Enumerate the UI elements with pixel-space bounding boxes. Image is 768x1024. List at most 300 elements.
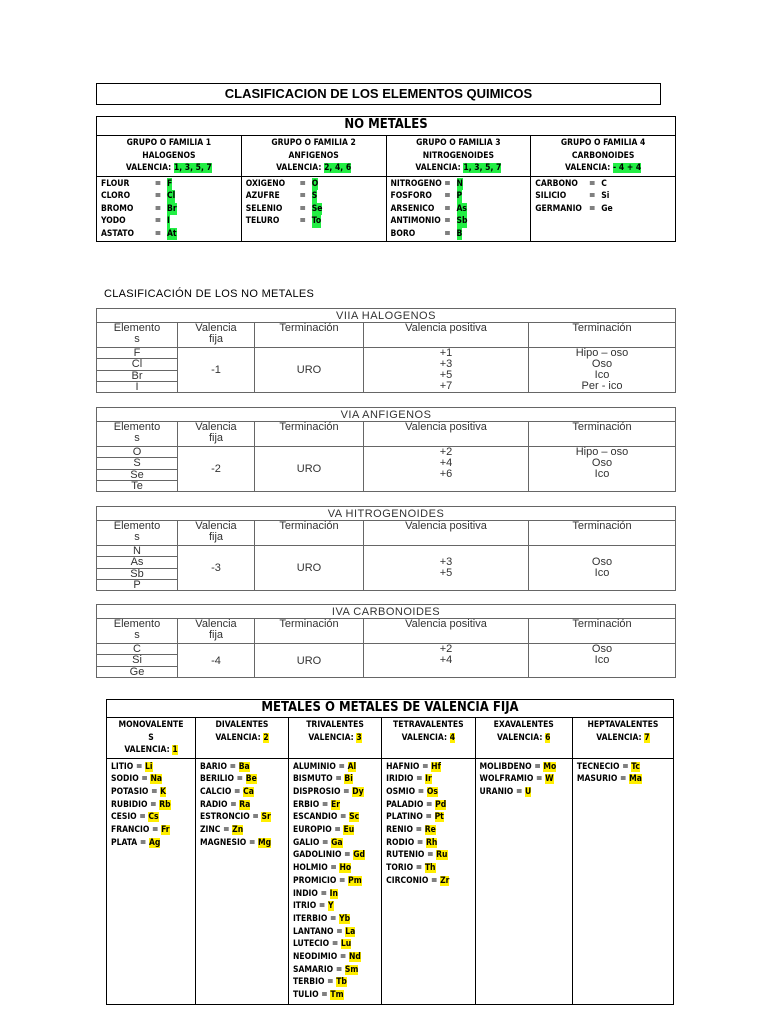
- col-label: s: [134, 333, 140, 345]
- element-name: FRANCIO: [111, 825, 150, 836]
- element-name: CIRCONIO: [386, 875, 429, 886]
- element-row: [200, 761, 284, 774]
- equals-sign: =: [337, 952, 349, 963]
- element-symbol: C: [601, 178, 607, 189]
- valence-table: [96, 407, 676, 492]
- valencia-positiva: +1: [439, 347, 453, 359]
- element-name: GERMANIO: [535, 203, 582, 214]
- metales-list-row: [107, 758, 674, 1004]
- equals-sign: =: [533, 774, 546, 785]
- element-symbol: Gd: [353, 850, 365, 861]
- element-name: INDIO: [292, 888, 318, 899]
- table-caption: IVA CARBONOIDES: [97, 605, 676, 619]
- element-symbol: S: [97, 458, 178, 469]
- element-symbol: B: [456, 228, 463, 239]
- equals-sign: =: [299, 203, 306, 214]
- element-list: [288, 758, 381, 1004]
- equals-sign: =: [444, 228, 451, 239]
- group-subtitle: S: [148, 732, 154, 743]
- element-symbol: Be: [245, 774, 257, 785]
- table-caption: VIIA HALOGENOS: [97, 309, 676, 323]
- element-row: [391, 228, 527, 241]
- equals-sign: =: [249, 812, 262, 823]
- element-symbol: Ir: [425, 774, 432, 785]
- element-row: [293, 964, 377, 977]
- element-name: IRIDIO: [386, 774, 414, 785]
- terminacion-item: Hipo – oso: [575, 347, 629, 359]
- subheading: CLASIFICACIÓN DE LOS NO METALES: [104, 288, 315, 300]
- equals-sign: =: [424, 850, 437, 861]
- group-header: [107, 718, 196, 759]
- col-label: Valencia: [195, 421, 237, 433]
- group-header: [475, 718, 572, 759]
- element-name: ESCANDIO: [292, 812, 338, 823]
- valencia-positiva: [364, 666, 528, 677]
- group-header: [196, 718, 289, 759]
- equals-sign: =: [444, 191, 451, 202]
- element-row: [97, 447, 676, 458]
- group-header: [241, 136, 386, 177]
- element-symbol: S: [311, 191, 318, 202]
- equals-sign: =: [617, 774, 630, 785]
- equals-sign: =: [444, 203, 451, 214]
- metales-table: [106, 699, 674, 1005]
- equals-sign: =: [589, 178, 596, 189]
- element-list: [97, 176, 242, 242]
- group-header: [288, 718, 381, 759]
- element-symbol: Mg: [258, 837, 272, 848]
- element-row: [293, 799, 377, 812]
- element-name: LUTECIO: [292, 939, 330, 950]
- element-name: ITERBIO: [292, 913, 328, 924]
- element-name: FOSFORO: [390, 191, 432, 202]
- equals-sign: =: [333, 964, 345, 975]
- equals-sign: =: [419, 761, 432, 772]
- col-valencia-fija: [178, 619, 255, 644]
- element-row: [386, 875, 470, 888]
- element-name: TERBIO: [292, 977, 325, 988]
- col-label: Elemento: [113, 520, 161, 532]
- valencia-fija: -2: [178, 447, 255, 492]
- element-symbol: K: [160, 786, 167, 797]
- element-row: [101, 215, 237, 228]
- valencia-fija: -3: [178, 546, 255, 591]
- group-valencia: [575, 732, 671, 745]
- header-row: [97, 521, 676, 546]
- element-list: [382, 758, 475, 1004]
- element-row: [535, 203, 671, 216]
- element-symbol: Si: [601, 191, 610, 202]
- element-symbol: F: [167, 178, 173, 189]
- valencias-positivas: [364, 348, 529, 393]
- valencia-positiva: +7: [439, 380, 453, 392]
- element-row: [200, 773, 284, 786]
- element-symbol: To: [311, 216, 322, 227]
- element-symbol: N: [456, 178, 463, 189]
- col-label: Valencia: [195, 520, 237, 532]
- equals-sign: =: [327, 913, 340, 924]
- element-name: PROMICIO: [292, 875, 337, 886]
- element-symbol: Sm: [344, 964, 359, 975]
- col-label: s: [134, 629, 140, 641]
- element-name: OSMIO: [386, 786, 416, 797]
- equals-sign: =: [227, 799, 240, 810]
- group-header: [386, 136, 531, 177]
- element-name: URANIO: [479, 786, 514, 797]
- element-symbol: Br: [167, 203, 177, 214]
- element-name: ITRIO: [292, 901, 317, 912]
- element-row: [111, 811, 191, 824]
- col-label: Elemento: [113, 322, 161, 334]
- element-name: WOLFRAMIO: [479, 774, 534, 785]
- element-symbol: In: [329, 888, 338, 899]
- element-name: SELENIO: [245, 203, 283, 214]
- element-row: [386, 862, 470, 875]
- element-row: [386, 786, 470, 799]
- element-row: [293, 773, 377, 786]
- element-symbol: Se: [97, 469, 178, 480]
- element-name: SODIO: [111, 774, 139, 785]
- valencia-positiva: +6: [439, 468, 453, 480]
- element-symbol: Tc: [631, 761, 640, 772]
- element-symbol: Pd: [435, 799, 447, 810]
- equals-sign: =: [137, 837, 149, 848]
- terminacion-item: Ico: [594, 654, 610, 666]
- element-symbol: Mo: [543, 761, 557, 772]
- equals-sign: =: [327, 863, 340, 874]
- group-title: GRUPO O FAMILIA 4: [560, 138, 646, 148]
- element-symbol: Rh: [425, 837, 438, 848]
- element-name: ASTATO: [101, 228, 134, 239]
- equals-sign: =: [413, 825, 425, 836]
- equals-sign: =: [423, 799, 436, 810]
- element-name: BORO: [390, 228, 416, 239]
- group-subtitle: NITROGENOIDES: [422, 150, 494, 161]
- element-symbol: Ra: [239, 799, 251, 810]
- equals-sign: =: [133, 761, 146, 772]
- valencia-positiva: +4: [439, 654, 453, 666]
- equals-sign: =: [444, 178, 451, 189]
- element-name: MOLIBDENO: [479, 761, 532, 772]
- terminacion: URO: [255, 348, 364, 393]
- group-valencia: [109, 744, 193, 757]
- equals-sign: =: [147, 799, 160, 810]
- valencia-positiva: [364, 579, 528, 590]
- element-row: [111, 761, 191, 774]
- col-valencia-fija: [178, 323, 255, 348]
- equals-sign: =: [299, 191, 306, 202]
- equals-sign: =: [589, 203, 596, 214]
- element-symbol: Th: [424, 863, 436, 874]
- no-metales-group-row: [97, 136, 676, 177]
- terminacion-item: [529, 666, 675, 677]
- group-title: EXAVALENTES: [493, 720, 554, 730]
- valence-table: [96, 604, 676, 678]
- equals-sign: =: [316, 901, 328, 912]
- valencia-positiva: +2: [439, 446, 453, 458]
- equals-sign: =: [413, 774, 426, 785]
- element-row: [111, 837, 191, 850]
- col-terminacion: Terminación: [255, 323, 364, 348]
- valencia-positiva: [364, 480, 528, 491]
- equals-sign: =: [619, 761, 632, 772]
- element-symbol: O: [97, 447, 178, 458]
- equals-sign: =: [246, 837, 259, 848]
- element-row: [246, 178, 382, 191]
- element-symbol: Fr: [161, 825, 170, 836]
- group-title: TRIVALENTES: [306, 720, 364, 730]
- valence-table: [96, 308, 676, 393]
- col-label: fija: [208, 333, 224, 345]
- equals-sign: =: [335, 761, 348, 772]
- element-name: TULIO: [292, 990, 319, 1001]
- equals-sign: =: [227, 761, 239, 772]
- col-label: Elemento: [113, 421, 161, 433]
- group-valencia: [478, 732, 570, 745]
- col-terminacion-2: Terminación: [529, 619, 676, 644]
- equals-sign: =: [136, 812, 149, 823]
- element-symbol: Eu: [343, 825, 355, 836]
- header-row: [97, 323, 676, 348]
- equals-sign: =: [329, 939, 341, 950]
- valencia-value: 1, 3, 5, 7: [463, 163, 502, 173]
- col-terminacion: Terminación: [255, 422, 364, 447]
- element-symbol: La: [345, 926, 356, 937]
- equals-sign: =: [341, 850, 354, 861]
- col-valencia-positiva: Valencia positiva: [364, 521, 529, 546]
- element-name: FLOUR: [101, 178, 130, 189]
- element-row: [391, 178, 527, 191]
- valencia-label: VALENCIA:: [401, 732, 448, 743]
- equals-sign: =: [531, 761, 544, 772]
- element-symbol: Re: [424, 825, 436, 836]
- element-row: [293, 900, 377, 913]
- element-row: [200, 811, 284, 824]
- element-row: [111, 824, 191, 837]
- terminacion-item: Oso: [591, 556, 613, 568]
- equals-sign: =: [154, 191, 162, 202]
- element-name: DISPROSIO: [292, 786, 341, 797]
- element-row: [97, 546, 676, 557]
- element-row: [293, 913, 377, 926]
- element-symbol: Sr: [261, 812, 271, 823]
- element-name: GALIO: [292, 837, 320, 848]
- valencia-value: 3: [356, 732, 362, 743]
- element-name: OXIGENO: [245, 178, 286, 189]
- element-name: MAGNESIO: [200, 837, 247, 848]
- no-metales-table: [96, 116, 676, 242]
- element-symbol: I: [97, 381, 178, 392]
- element-name: CALCIO: [200, 786, 232, 797]
- table-caption-row: [97, 309, 676, 323]
- element-symbol: Dy: [352, 786, 364, 797]
- group-valencia: VALENCIA: - 4 + 4: [565, 163, 642, 173]
- element-row: [386, 837, 470, 850]
- terminacion: URO: [255, 447, 364, 492]
- col-valencia-positiva: Valencia positiva: [364, 619, 529, 644]
- element-row: [246, 203, 382, 216]
- col-label: Elemento: [113, 618, 161, 630]
- valencia-positiva: +5: [439, 567, 453, 579]
- col-elementos: [97, 619, 178, 644]
- group-title: HEPTAVALENTES: [587, 720, 659, 730]
- element-name: BERILIO: [200, 774, 235, 785]
- element-name: ESTRONCIO: [200, 812, 250, 823]
- element-name: RENIO: [386, 825, 413, 836]
- equals-sign: =: [444, 216, 451, 227]
- element-symbol: Os: [426, 786, 438, 797]
- col-label: s: [134, 531, 140, 543]
- element-row: [101, 178, 237, 191]
- terminaciones: [529, 447, 676, 492]
- element-list: [107, 758, 196, 1004]
- equals-sign: =: [220, 825, 233, 836]
- equals-sign: =: [319, 799, 331, 810]
- element-name: PLATINO: [386, 812, 423, 823]
- equals-sign: =: [154, 216, 162, 227]
- element-symbol: Ma: [629, 774, 642, 785]
- element-symbol: Cs: [148, 812, 159, 823]
- terminacion-item: Ico: [594, 468, 610, 480]
- terminacion-item: Ico: [594, 369, 610, 381]
- element-name: NEODIMIO: [292, 952, 338, 963]
- element-symbol: F: [97, 348, 178, 359]
- group-valencia: VALENCIA: 1, 3, 5, 7: [415, 163, 502, 173]
- element-symbol: Y: [328, 901, 334, 912]
- metales-heading: METALES O METALES DE VALENCIA FIJA: [107, 700, 674, 718]
- element-row: [293, 862, 377, 875]
- equals-sign: =: [422, 812, 435, 823]
- col-valencia-positiva: Valencia positiva: [364, 422, 529, 447]
- no-metales-list-row: [97, 176, 676, 242]
- group-title: DIVALENTES: [215, 720, 269, 730]
- element-row: [293, 938, 377, 951]
- col-label: Valencia: [195, 322, 237, 334]
- metales-group-row: [107, 718, 674, 759]
- element-row: [293, 824, 377, 837]
- element-name: TELURO: [245, 216, 280, 227]
- element-row: [480, 761, 568, 774]
- element-row: [480, 773, 568, 786]
- element-row: [386, 761, 470, 774]
- group-header: [572, 718, 673, 759]
- element-name: LITIO: [111, 761, 134, 772]
- element-row: [293, 926, 377, 939]
- element-name: RUTENIO: [386, 850, 425, 861]
- element-row: [200, 824, 284, 837]
- element-symbol: W: [545, 774, 554, 785]
- equals-sign: =: [149, 825, 162, 836]
- element-name: CLORO: [101, 191, 131, 202]
- element-row: [111, 799, 191, 812]
- equals-sign: =: [589, 191, 596, 202]
- element-symbol: Zn: [232, 825, 244, 836]
- element-row: [577, 761, 669, 774]
- valencias-positivas: [364, 644, 529, 678]
- element-symbol: At: [167, 228, 177, 239]
- element-row: [293, 849, 377, 862]
- valencia-label: VALENCIA:: [596, 732, 642, 743]
- equals-sign: =: [318, 990, 331, 1001]
- group-valencia: VALENCIA: 2, 4, 6: [276, 163, 352, 173]
- element-name: YODO: [101, 216, 126, 227]
- element-name: RUBIDIO: [111, 799, 148, 810]
- valencia-fija: -4: [178, 644, 255, 678]
- element-row: [293, 989, 377, 1002]
- element-row: [480, 786, 568, 799]
- element-row: [293, 811, 377, 824]
- table-caption: VIA ANFIGENOS: [97, 408, 676, 422]
- col-terminacion: Terminación: [255, 521, 364, 546]
- element-row: [386, 849, 470, 862]
- equals-sign: =: [299, 178, 306, 189]
- element-symbol: P: [456, 191, 463, 202]
- element-symbol: Pt: [434, 812, 444, 823]
- element-symbol: Yb: [339, 913, 351, 924]
- col-label: s: [134, 432, 140, 444]
- element-symbol: Ca: [243, 786, 254, 797]
- element-row: [293, 786, 377, 799]
- element-row: [246, 190, 382, 203]
- element-name: LANTANO: [292, 926, 334, 937]
- col-elementos: [97, 422, 178, 447]
- col-label: fija: [208, 531, 224, 543]
- equals-sign: =: [154, 203, 162, 214]
- terminacion-item: Hipo – oso: [575, 446, 629, 458]
- element-name: ERBIO: [292, 799, 320, 810]
- element-name: POTASIO: [111, 786, 149, 797]
- element-row: [101, 228, 237, 241]
- group-valencia: VALENCIA: 1, 3, 5, 7: [125, 163, 212, 173]
- terminacion-item: Oso: [591, 358, 613, 370]
- equals-sign: =: [324, 977, 337, 988]
- valencia-value: 1, 3, 5, 7: [173, 163, 212, 173]
- element-row: [293, 951, 377, 964]
- equals-sign: =: [319, 837, 332, 848]
- group-title: GRUPO O FAMILIA 1: [126, 138, 212, 148]
- element-name: HOLMIO: [292, 863, 328, 874]
- equals-sign: =: [428, 875, 441, 886]
- element-symbol: As: [456, 203, 467, 214]
- group-title: GRUPO O FAMILIA 2: [271, 138, 356, 148]
- col-terminacion-2: Terminación: [529, 323, 676, 348]
- element-symbol: Se: [311, 203, 323, 214]
- element-row: [391, 203, 527, 216]
- element-row: [386, 799, 470, 812]
- element-symbol: Ba: [238, 761, 250, 772]
- element-list: [241, 176, 386, 242]
- valencia-positiva: +3: [439, 358, 453, 370]
- element-row: [391, 215, 527, 228]
- element-name: RADIO: [200, 799, 228, 810]
- element-symbol: Ag: [148, 837, 161, 848]
- element-row: [577, 773, 669, 786]
- element-symbol: Ru: [436, 850, 448, 861]
- element-symbol: Li: [145, 761, 153, 772]
- table-caption-row: [97, 408, 676, 422]
- element-symbol: Sb: [456, 216, 468, 227]
- element-symbol: Tm: [330, 990, 344, 1001]
- element-name: ZINC: [200, 825, 221, 836]
- element-symbol: C: [97, 644, 178, 655]
- element-symbol: Er: [331, 799, 340, 810]
- element-row: [101, 203, 237, 216]
- table-caption: VA HITROGENOIDES: [97, 507, 676, 521]
- group-header: [97, 136, 242, 177]
- element-name: ARSENICO: [390, 203, 435, 214]
- col-label: fija: [208, 432, 224, 444]
- element-name: HAFNIO: [386, 761, 420, 772]
